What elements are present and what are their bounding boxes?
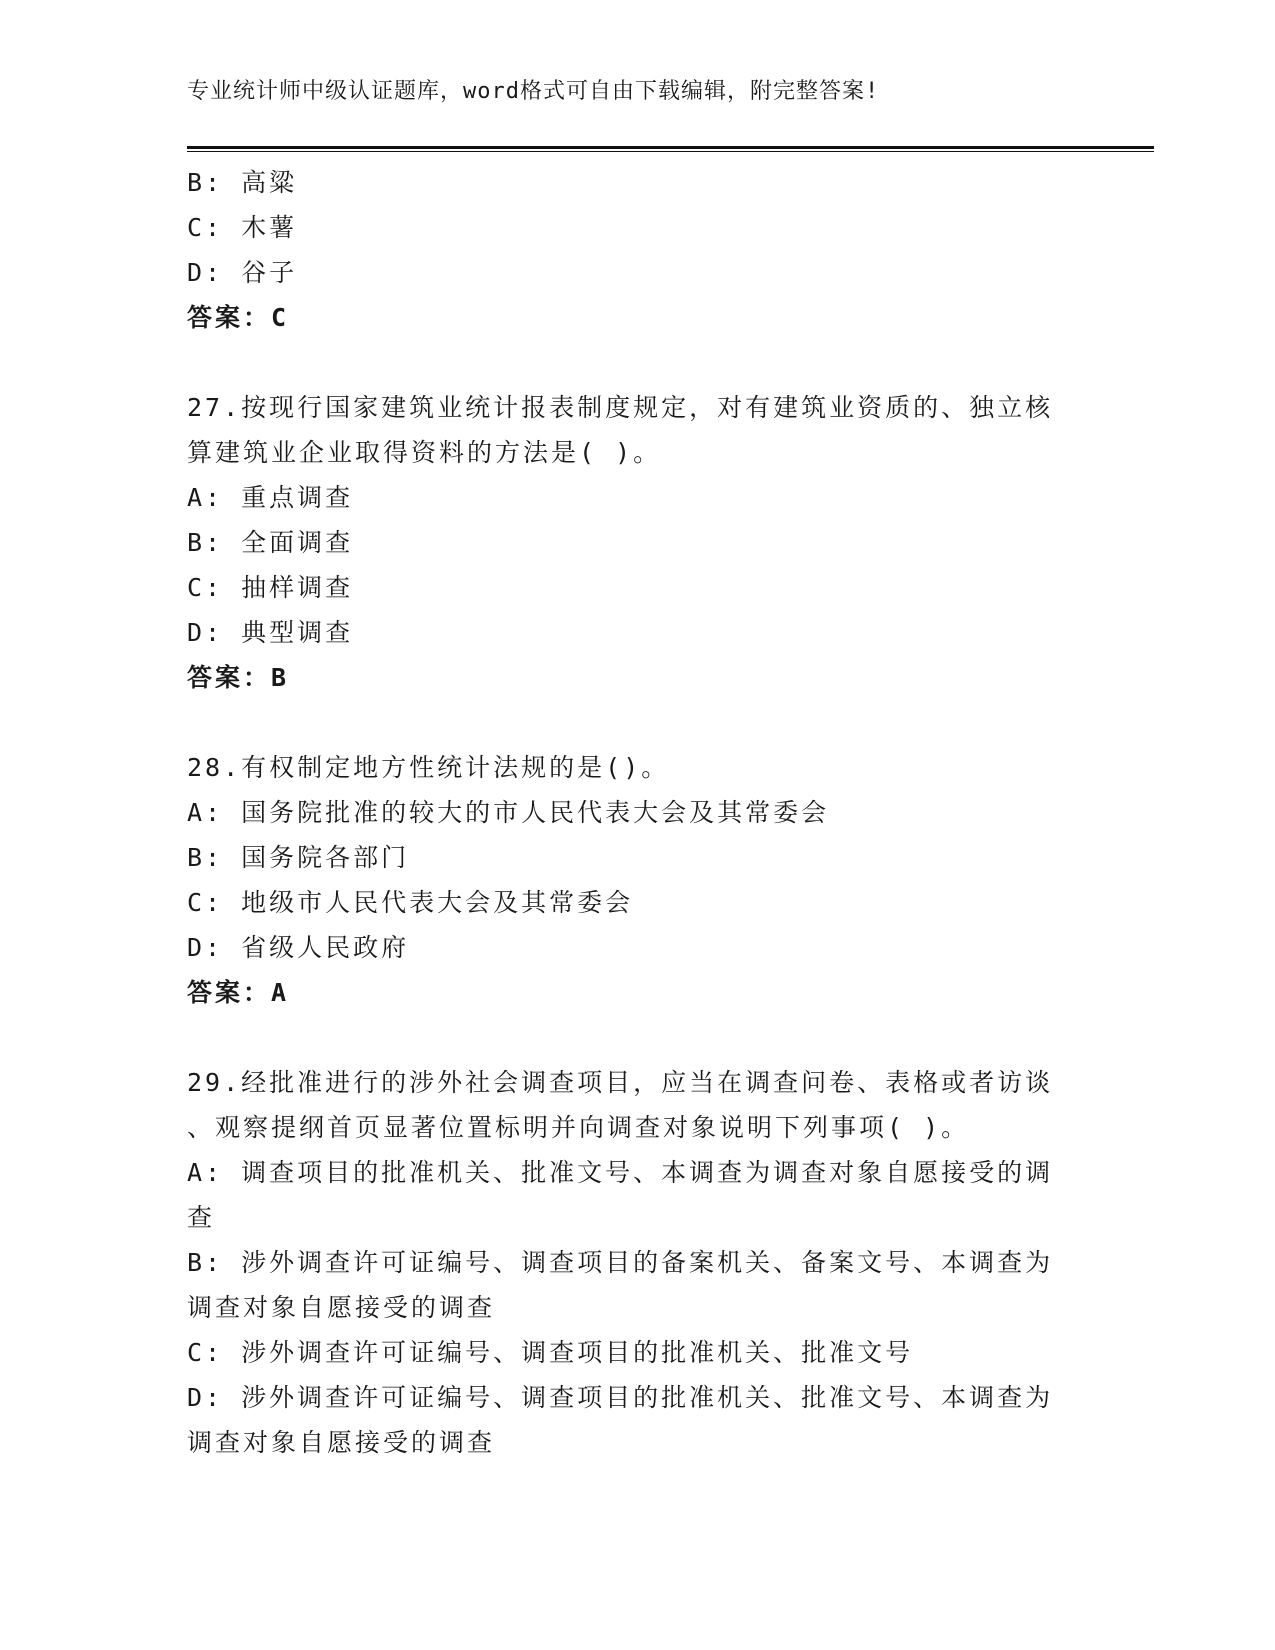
- prev-question: [187, 160, 1087, 340]
- answer-label: 答案：A: [187, 978, 290, 1007]
- option-b: B: 涉外调查许可证编号、调查项目的备案机关、备案文号、本调查为: [187, 1248, 1054, 1277]
- question-stem: 27.按现行国家建筑业统计报表制度规定，对有建筑业资质的、独立核: [187, 393, 1054, 422]
- answer-label: 答案：B: [187, 663, 290, 692]
- option-b: B: 全面调查: [187, 528, 354, 557]
- spacer: [187, 1015, 1087, 1060]
- question-stem-continued: 、观察提纲首页显著位置标明并向调查对象说明下列事项( )。: [187, 1113, 970, 1142]
- question-content: [187, 160, 1087, 1465]
- option-d: D: 谷子: [187, 258, 298, 287]
- option-d: D: 省级人民政府: [187, 933, 410, 962]
- question-29: [187, 1060, 1087, 1465]
- spacer: [187, 340, 1087, 385]
- question-stem: 29.经批准进行的涉外社会调查项目，应当在调查问卷、表格或者访谈: [187, 1068, 1054, 1097]
- option-c: C: 地级市人民代表大会及其常委会: [187, 888, 634, 917]
- option-c: C: 木薯: [187, 213, 298, 242]
- option-b: B: 国务院各部门: [187, 843, 410, 872]
- page-header-title: 专业统计师中级认证题库，word格式可自由下载编辑，附完整答案!: [187, 79, 880, 104]
- option-b: B: 高粱: [187, 168, 298, 197]
- option-a: A: 国务院批准的较大的市人民代表大会及其常委会: [187, 798, 830, 827]
- question-stem-continued: 算建筑业企业取得资料的方法是( )。: [187, 438, 662, 467]
- spacer: [187, 700, 1087, 745]
- answer-label: 答案：C: [187, 303, 290, 332]
- option-a: A: 重点调查: [187, 483, 354, 512]
- option-d: D: 典型调查: [187, 618, 354, 647]
- header-rule-thin: [187, 151, 1154, 152]
- option-b-continued: 调查对象自愿接受的调查: [187, 1293, 496, 1322]
- option-a-continued: 查: [187, 1203, 216, 1232]
- option-c: C: 涉外调查许可证编号、调查项目的批准机关、批准文号: [187, 1338, 914, 1367]
- option-a: A: 调查项目的批准机关、批准文号、本调查为调查对象自愿接受的调: [187, 1158, 1054, 1187]
- question-28: [187, 745, 1087, 1015]
- question-stem: 28.有权制定地方性统计法规的是()。: [187, 753, 670, 782]
- question-27: [187, 385, 1087, 700]
- option-d-continued: 调查对象自愿接受的调查: [187, 1428, 496, 1457]
- option-c: C: 抽样调查: [187, 573, 354, 602]
- option-d: D: 涉外调查许可证编号、调查项目的批准机关、批准文号、本调查为: [187, 1383, 1054, 1412]
- header-rule-thick: [187, 146, 1154, 149]
